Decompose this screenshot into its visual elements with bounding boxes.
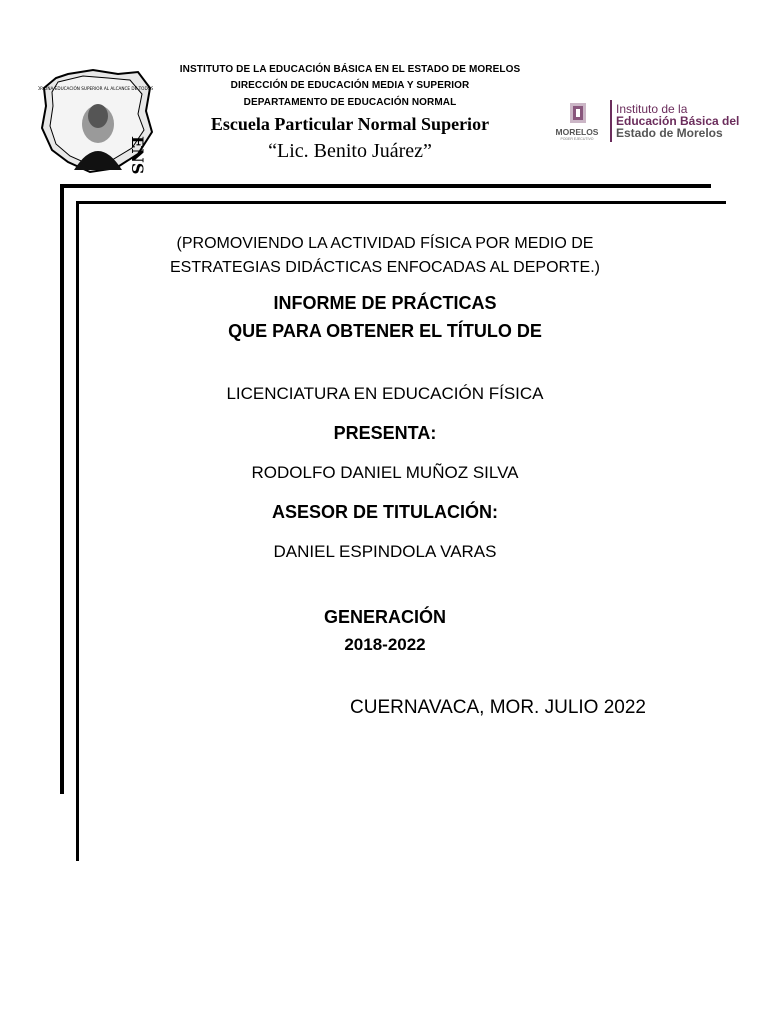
seal-motto: “POR UNA EDUCACIÓN SUPERIOR AL ALCANCE DE TODOS” [38,86,153,91]
presenter-name: RODOLFO DANIEL MUÑOZ SILVA [251,463,519,482]
generation-label: GENERACIÓN [323,607,446,627]
frame-left-outer [60,184,64,794]
header-line-2: DIRECCIÓN DE EDUCACIÓN MEDIA Y SUPERIOR [230,80,470,91]
morelos-logo [548,100,753,144]
frame-top-inner [76,201,726,204]
institute-line-1: Instituto de la [616,102,688,116]
advisor-label: ASESOR DE TITULACIÓN: [271,502,498,522]
subtitle-line-2: ESTRATEGIAS DIDÁCTICAS ENFOCADAS AL DEPORTE.) [169,259,600,276]
logo-divider [610,100,612,142]
seal-initials: ENS [128,136,147,175]
header-line-3: DEPARTAMENTO DE EDUCACIÓN NORMAL [243,97,457,108]
degree-name: LICENCIATURA EN EDUCACIÓN FÍSICA [226,384,544,403]
institute-line-2: Educación Básica del [616,114,740,128]
header-line-1: INSTITUTO DE LA EDUCACIÓN BÁSICA EN EL ESTADO DE MORELOS [179,64,521,75]
ens-seal-logo [38,66,153,176]
school-subname: “Lic. Benito Juárez” [268,140,432,162]
advisor-name: DANIEL ESPINDOLA VARAS [273,542,497,561]
morelos-sub: PODER EJECUTIVO [560,137,594,141]
frame-top-outer [60,184,711,188]
place-date: CUERNAVACA, MOR. JULIO 2022 [350,697,646,718]
institute-line-3: Estado de Morelos [616,126,723,140]
frame-left-inner [76,201,79,861]
generation-years: 2018-2022 [344,635,426,654]
school-name: Escuela Particular Normal Superior [210,114,490,134]
morelos-label: MORELOS [555,127,599,137]
presenta-label: PRESENTA: [333,423,437,443]
subtitle-line-1: (PROMOVIENDO LA ACTIVIDAD FÍSICA POR MEDIO DE [176,235,594,252]
report-title-line-2: QUE PARA OBTENER EL TÍTULO DE [228,321,542,341]
report-title-line-1: INFORME DE PRÁCTICAS [273,293,497,313]
ens-seal-icon [38,66,153,176]
